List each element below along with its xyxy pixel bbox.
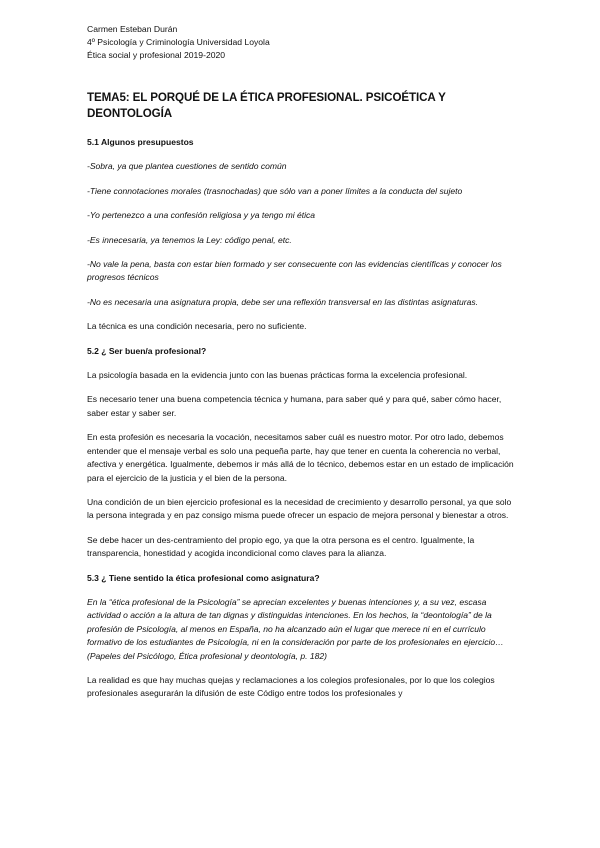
course-line: Ética social y profesional 2019-2020 (87, 50, 226, 60)
document-title: TEMA5: EL PORQUÉ DE LA ÉTICA PROFESIONAL. PSICOÉTICA Y DEONTOLOGÍA (87, 91, 446, 120)
section-heading-5-1: 5.1 Algunos presupuestos (87, 137, 194, 147)
paragraph: La psicología basada en la evidencia junto con las buenas prácticas forma la excelencia profesional. (87, 370, 468, 381)
list-item: -Sobra, ya que plantea cuestiones de sentido común (87, 161, 287, 172)
paragraph: En esta profesión es necesaria la vocación, necesitamos saber cuál es nuestro motor. Por otro lado, debemos entender que el mensaje verbal es solo una pequeña parte, hay que tener en cuenta la coherencia no verbal, afectiva y energética. Igualmente, debemos ir más allá de lo técnico, debemos estar en un estado de implicación para el ejercicio de la justicia y el bien de la persona. (87, 432, 514, 483)
document-header (87, 23, 270, 62)
paragraph: Es necesario tener una buena competencia técnica y humana, para saber qué y para qué, saber cómo hacer, saber estar y saber ser. (87, 394, 502, 418)
paragraph: Se debe hacer un des-centramiento del propio ego, ya que la otra persona es el centro. Igualmente, la transparencia, honestidad y acogida incondicional como claves para la alianza. (87, 534, 475, 559)
quote-paragraph: En la “ética profesional de la Psicología” se aprecian excelentes y buenas intenciones y, a su vez, escasa actividad o acción a la altura de tan dignas y distinguidas intenciones. En los hechos, la “deontología” de la profesión de Psicología, al menos en España, no ha alcanzado aún el lugar que merece ni en el currículo formativo de los estudiantes de Psicología, ni en la consideración por parte de los profesionales en ejercicio… (Papeles del Psicólogo, Ética profesional y deontología, p. 182) (87, 596, 504, 661)
list-item: -No vale la pena, basta con estar bien formado y ser consecuente con las evidencias científicas y conocer los progresos técnicos (87, 259, 502, 283)
paragraph: Una condición de un bien ejercicio profesional es la necesidad de crecimiento y desarrollo personal, ya que solo la persona integrada y en paz consigo misma puede ofrecer un espacio de mejora personal y bienestar a otros. (87, 496, 512, 521)
list-item: -Es innecesaria, ya tenemos la Ley: código penal, etc. (87, 234, 292, 245)
list-item: -Yo pertenezco a una confesión religiosa y ya tengo mi ética (87, 210, 316, 221)
list-item: -No es necesaria una asignatura propia, debe ser una reflexión transversal en las distintas asignaturas. (87, 296, 479, 307)
author-name: Carmen Esteban Durán (87, 24, 178, 34)
document-body (87, 136, 519, 701)
section-conclusion: La técnica es una condición necesaria, pero no suficiente. (87, 321, 307, 332)
list-item: -Tiene connotaciones morales (trasnochadas) que sólo van a poner límites a la conducta del sujeto (87, 185, 463, 196)
degree-line: 4º Psicología y Criminología Universidad Loyola (87, 37, 270, 47)
paragraph: La realidad es que hay muchas quejas y reclamaciones a los colegios profesionales, por lo que los colegios profesionales asegurarán la difusión de este Código entre todos los profesionales y (87, 674, 495, 699)
section-heading-5-3: 5.3 ¿ Tiene sentido la ética profesional como asignatura? (87, 572, 320, 583)
section-heading-5-2: 5.2 ¿ Ser buen/a profesional? (87, 345, 207, 356)
